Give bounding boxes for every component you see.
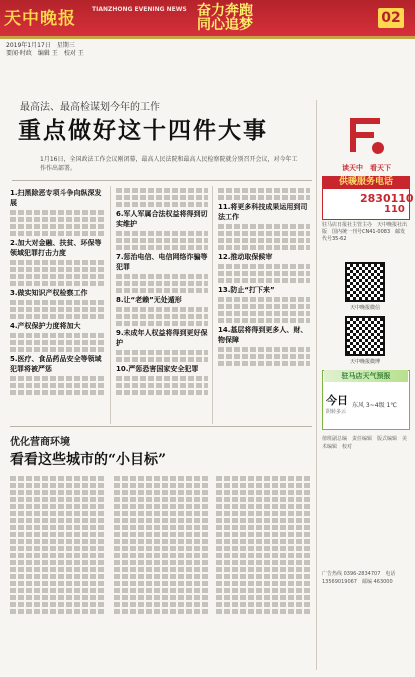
- article2-kicker: 优化营商环境: [10, 437, 70, 448]
- article2-column-3: [216, 474, 312, 616]
- weather-title: 驻马店天气预报: [324, 370, 408, 382]
- sidebar-caption: 读天中 看天下: [342, 164, 391, 172]
- article-summary: 1月16日，全国政法工作会议刚闭幕，最高人民法院和最高人民检察院就分别召开会议，对今年工作作出部署。: [40, 156, 298, 172]
- section-title-8: 8.让“老赖”无处遁形: [116, 296, 182, 304]
- ad-contact-info: 广告热线 0396-2834707 电话 13569019067 邮编 463000: [322, 571, 396, 585]
- masthead-info: [6, 42, 84, 58]
- article-column-2: [116, 186, 208, 397]
- section-title-2: 2.加大对金融、扶贫、环保等领域犯罪打击力度: [10, 239, 102, 257]
- article-kicker: 最高法、最高检谋划今年的工作: [20, 102, 160, 113]
- newspaper-logo-english: TIANZHONG EVENING NEWS: [92, 6, 187, 13]
- article-column-1: [10, 186, 106, 397]
- section-title-1: 1.扫黑除恶专项斗争向纵深发展: [10, 189, 102, 207]
- masthead-stripe: [0, 36, 415, 39]
- article2-column-2: [114, 474, 210, 616]
- divider: [10, 426, 312, 427]
- slogan-line-1: 奋力奔跑: [197, 3, 253, 19]
- weather-condition: 阴转多云: [326, 409, 347, 415]
- section-title-7: 7.惩治电信、电信网络诈骗等犯罪: [116, 253, 208, 271]
- article2-column-1: [10, 474, 106, 616]
- section-title-3: 3.做实知识产权检察工作: [10, 289, 88, 297]
- wechat-qr-code-icon: [345, 262, 385, 302]
- weather-today: 今日: [326, 394, 348, 407]
- article-headline: 重点做好这十四件大事: [18, 117, 268, 144]
- section-title-14: 14.基层将得到更多人、财、物保障: [218, 326, 308, 344]
- divider: [12, 180, 312, 181]
- slogan-line-2: 同心追梦: [197, 17, 253, 33]
- qr-caption-1: 天中晚报微信: [349, 305, 380, 311]
- weibo-qr-code-icon: [345, 316, 385, 356]
- article-column-3: [218, 186, 310, 368]
- section-line: 要闻·时政 编辑 王 校对 王: [6, 50, 84, 57]
- section-title-6: 6.军人军属合法权益将得到切实维护: [116, 210, 208, 228]
- date-line: 2019年1月17日 星期三: [6, 42, 75, 49]
- publisher-info: 驻马店日报社主管主办 天中晚报社出版 国内统一刊号CN41-0083 邮发代号35-62: [322, 222, 408, 242]
- section-title-12: 12.推动取保候审: [218, 253, 273, 261]
- section-title-5: 5.医疗、食品药品安全等领域犯罪将被严惩: [10, 355, 102, 373]
- section-title-4: 4.产权保护力度将加大: [10, 322, 81, 330]
- section-title-13: 13.防止“打下来”: [218, 286, 275, 294]
- editor-credits: 值班副总编 责任编辑 版式编辑 美术编辑 校对: [322, 436, 408, 450]
- page-number: 02: [378, 8, 404, 28]
- ad-number-short: 110: [384, 204, 405, 215]
- newspaper-emblem-icon: [330, 110, 400, 160]
- section-title-10: 10.严惩恐害国家安全犯罪: [116, 365, 199, 373]
- ad-number: 2830110: [360, 192, 414, 205]
- ad-title: 供暖服务电话: [322, 176, 410, 188]
- article2-title: 看看这些城市的“小目标”: [10, 452, 167, 468]
- slogan: [150, 4, 300, 32]
- qr-caption-2: 天中晚报微博: [349, 359, 380, 365]
- weather-temperature: 东风 3~4级 1℃: [352, 402, 398, 409]
- section-title-11: 11.将更多科技成果运用到司法工作: [218, 203, 308, 221]
- newspaper-logo: 天中晚报: [4, 9, 76, 29]
- section-title-9: 9.未成年人权益将得到更好保护: [116, 329, 208, 347]
